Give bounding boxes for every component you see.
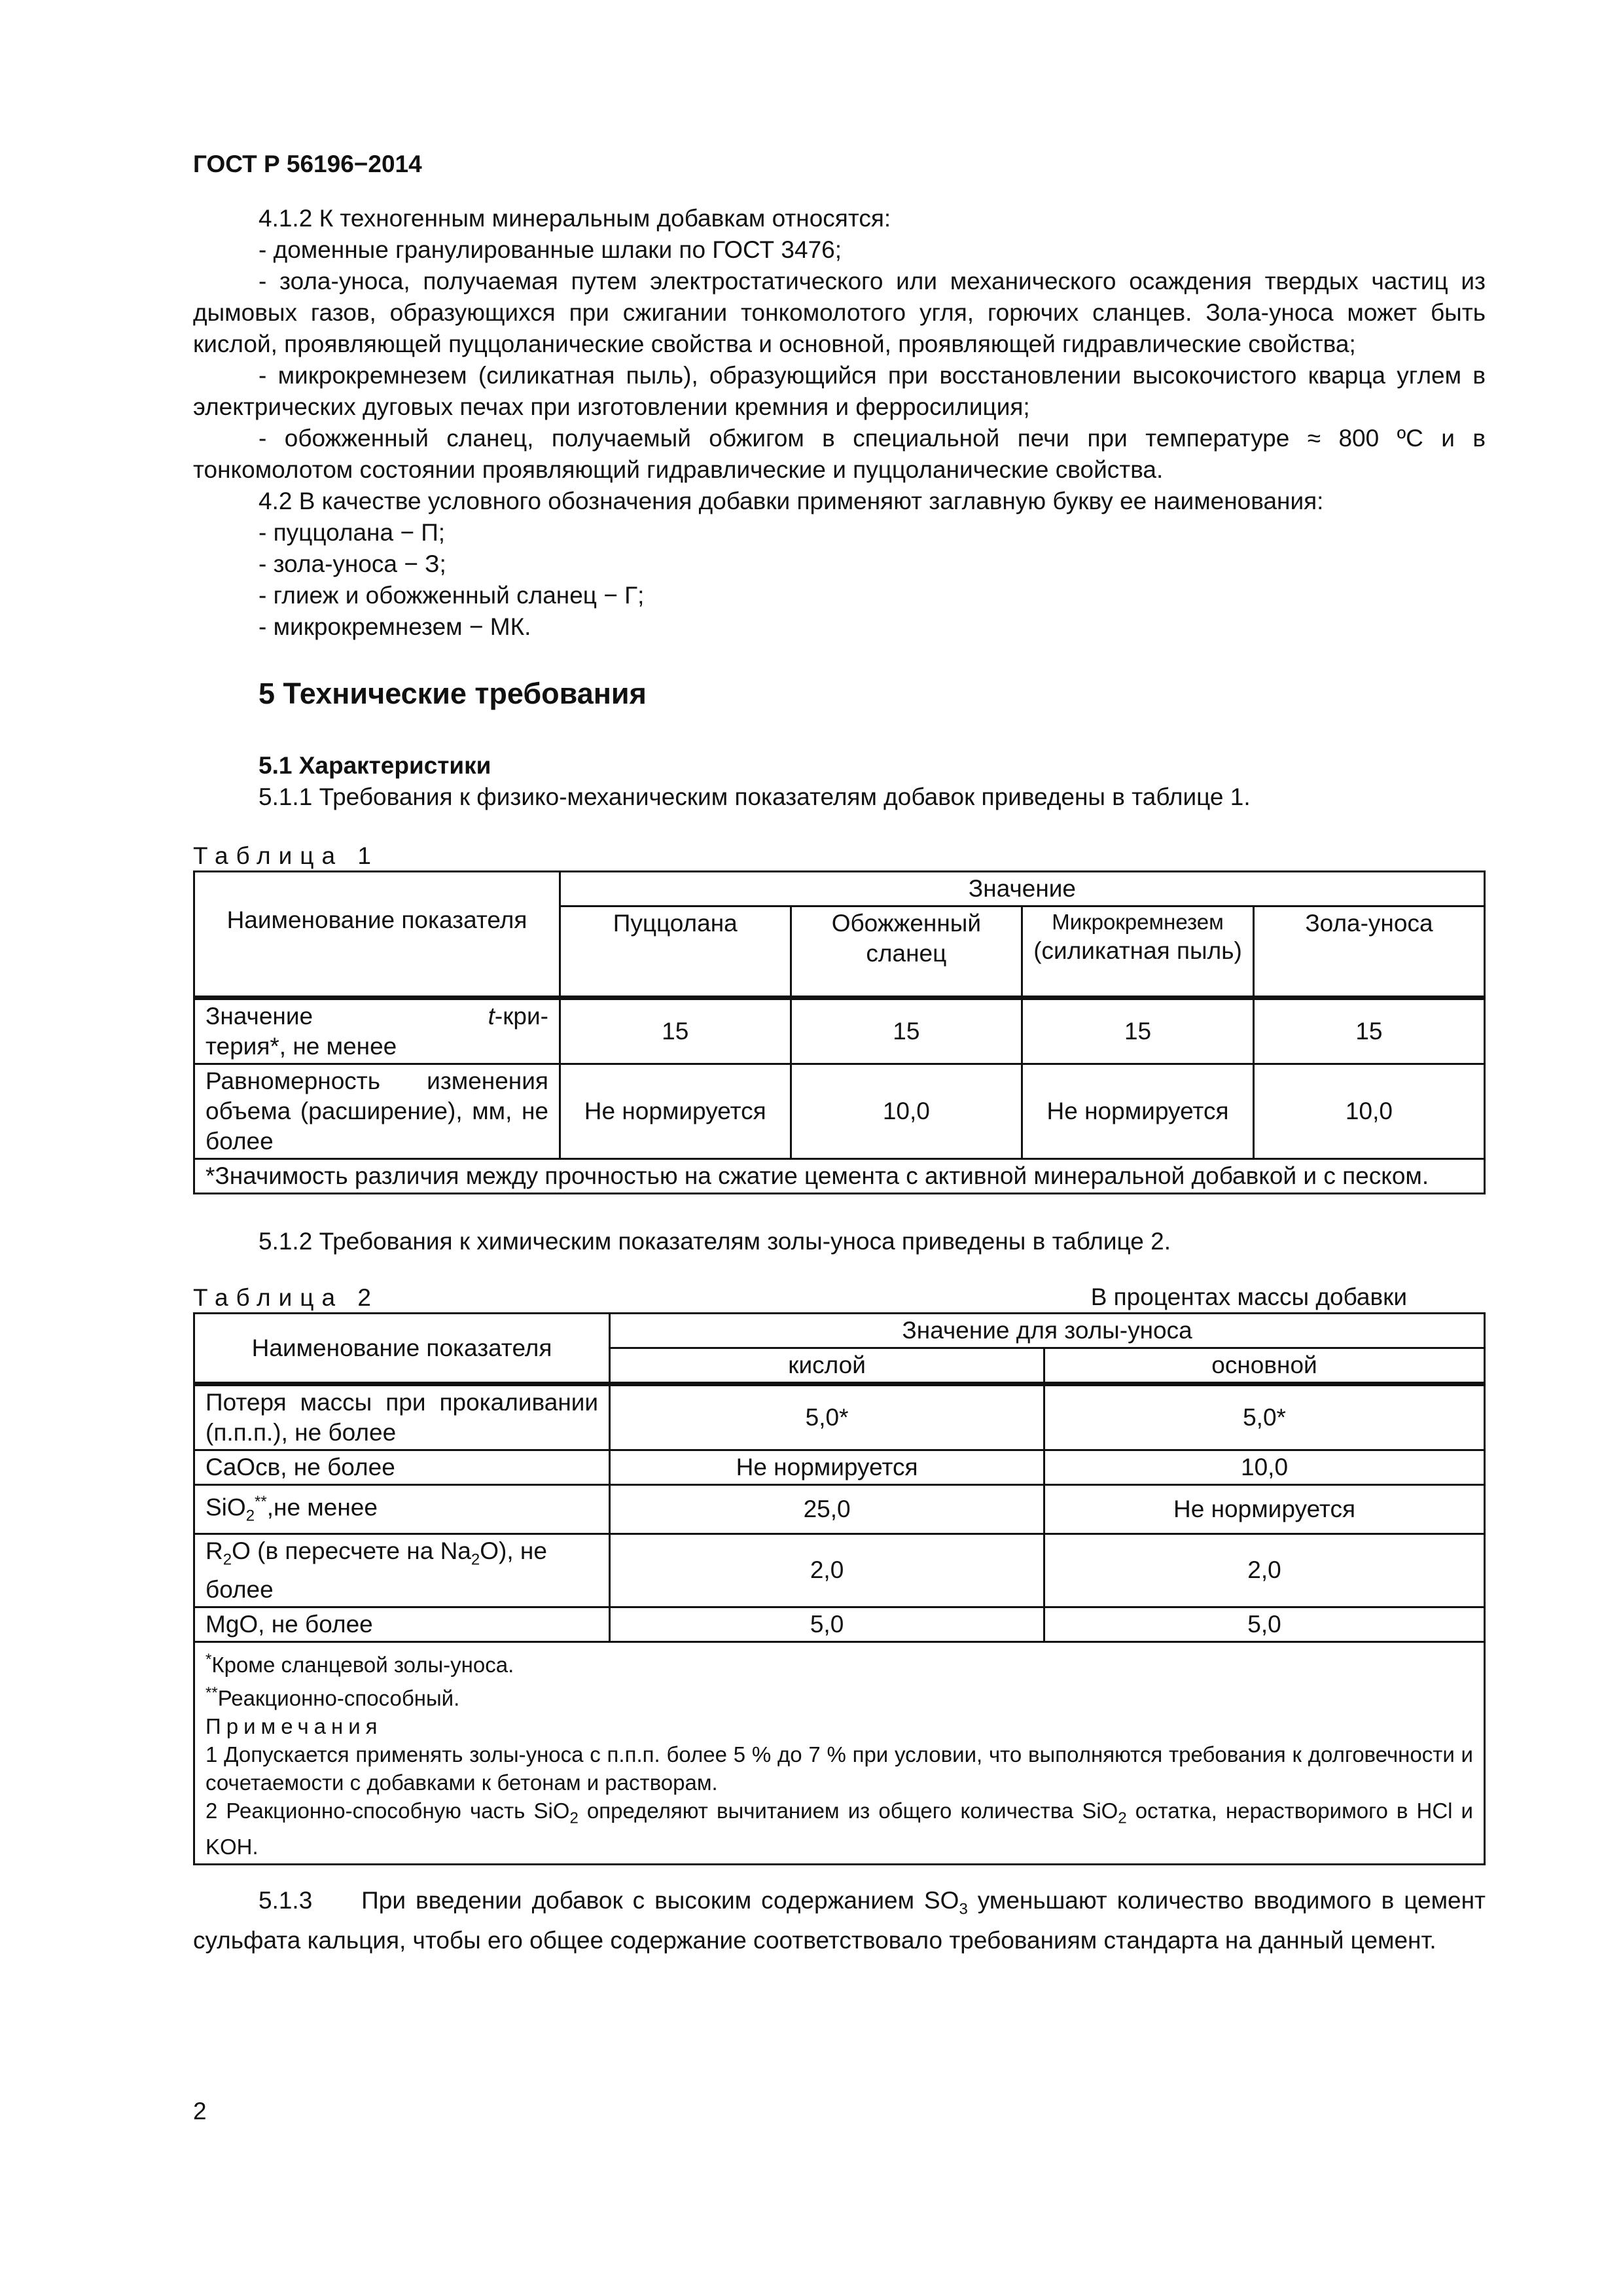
table1-col-shale: Обожженный сланец (791, 906, 1022, 998)
table2-r1-label: Потеря массы при прокаливании (п.п.п.), не более (194, 1384, 610, 1450)
table2-note2-sub1: 2 (569, 1809, 579, 1827)
table2-r3-label-b: ,не менее (266, 1494, 378, 1521)
table1-row2-v2: 10,0 (791, 1064, 1022, 1159)
table2-col-basic: основной (1044, 1348, 1485, 1384)
table1-row1-v4: 15 (1253, 998, 1484, 1064)
section-title: 5 Технические требования (259, 677, 647, 710)
subsection-title: 5.1 Характеристики (259, 752, 491, 779)
paragraph-5-1-3 (193, 1885, 1493, 1956)
paragraph-4-1-2: 4.1.2 К техногенным минеральным добавкам относятся: (259, 205, 891, 232)
table2-r4-sub2: 2 (471, 1551, 480, 1569)
table-2 (193, 1312, 1486, 1865)
table1-caption: Таблица 1 (193, 842, 379, 869)
paragraph-5-1-3-b: уменьшают количество вводимого в цемент сульфата кальция, чтобы его общее содержание соответствовало требованиям стандарта на данный цемент. (193, 1886, 1493, 1954)
table2-note2-c: остатка, нерастворимого в HCl и KOH. (205, 1799, 1473, 1859)
list-item-fly-ash: - зола-уноса, получаемая путем электростатического или механического осаждения твердых частиц из дымовых газов, образующихся при сжигании тонкомолотого угля, горючих сланцев. Зола-уноса может быть кислой, проявляющей пуццоланические свойства и основной, проявляющей гидравлические свойства; (193, 268, 1486, 357)
table1-col-fly-ash: Зола-уноса (1253, 906, 1484, 998)
table2-fn1-mark: * (205, 1651, 212, 1669)
paragraph-5-1-2: 5.1.2 Требования к химическим показателям золы-уноса приведены в таблице 2. (259, 1228, 1171, 1255)
table2-r2-acid: Не нормируется (610, 1450, 1044, 1485)
table2-caption-row (193, 1283, 1407, 1312)
document-header: ГОСТ Р 56196−2014 (193, 151, 422, 177)
paragraph-5-1-1: 5.1.1 Требования к физико-механическим показателям добавок приведены в таблице 1. (259, 783, 1251, 810)
document-page (193, 151, 1493, 1956)
table2-fn2: Реакционно-способный. (217, 1686, 460, 1711)
table1-col-microsilica (1022, 906, 1254, 998)
table2-r3-basic: Не нормируется (1044, 1485, 1485, 1534)
table1-row1-v2: 15 (791, 998, 1022, 1064)
table2-r3-label (194, 1485, 610, 1534)
table2-r1-acid: 5,0* (610, 1384, 1044, 1450)
table-1 (193, 870, 1486, 1194)
table2-r5-label: MgO, не более (194, 1607, 610, 1642)
table1-row1-v1: 15 (560, 998, 791, 1064)
table2-note1: 1 Допускается применять золы-уноса с п.п.п. более 5 % до 7 % при условии, что выполняются требования к долговечности и сочетаемости с добавками к бетонам и растворам. (205, 1742, 1473, 1795)
table2-r4-label-b: O (в пересчете на Na (232, 1537, 471, 1564)
list-item-ash-code: - зола-уноса − З; (259, 550, 446, 577)
table2-r4-label (194, 1534, 610, 1607)
table2-caption: Таблица 2 (193, 1284, 379, 1311)
table2-fn1: Кроме сланцевой золы-уноса. (211, 1653, 514, 1677)
table2-r3-sub: 2 (245, 1507, 255, 1525)
table2-r4-label-a: R (205, 1537, 223, 1564)
table2-notes-title: Примечания (205, 1714, 383, 1739)
table1-col-pozzolan: Пуццолана (560, 906, 791, 998)
list-item-burnt-shale: - обожженный сланец, получаемый обжигом в специальной печи при температуре ≈ 800 ºС и в тонкомолотом состоянии проявляющий гидравлические и пуццоланические свойства. (193, 425, 1486, 483)
table1-row1-label-b: -кри- (494, 1003, 548, 1030)
table1-row1-label-t: t (488, 1003, 495, 1030)
table1-value-header: Значение (560, 872, 1484, 906)
table2-r3-label-a: SiO (205, 1494, 246, 1521)
table2-r1-basic: 5,0* (1044, 1384, 1485, 1450)
table2-note2-sub2: 2 (1118, 1809, 1127, 1827)
list-item-microsilica: - микрокремнезем (силикатная пыль), образующийся при восстановлении высокочистого кварца углем в электрических дуговых печах при изготовлении кремния и ферросилиция; (193, 362, 1486, 420)
table2-r4-label-c: O), не более (205, 1537, 547, 1604)
table1-col-name: Наименование показателя (194, 872, 560, 998)
paragraph-4-2: 4.2 В качестве условного обозначения добавки применяют заглавную букву ее наименования: (259, 488, 1324, 514)
table2-r2-basic: 10,0 (1044, 1450, 1485, 1485)
list-item-mk: - микрокремнезем − МК. (259, 613, 531, 640)
page-number: 2 (193, 2098, 207, 2125)
table2-col-name: Наименование показателя (194, 1314, 610, 1384)
table2-note2-a: 2 Реакционно-способную часть SiO (205, 1799, 570, 1823)
paragraph-5-1-3-sub: 3 (959, 1900, 968, 1918)
table2-note2-b: определяют вычитанием из общего количества SiO (578, 1799, 1118, 1823)
table2-r3-acid: 25,0 (610, 1485, 1044, 1534)
table1-row1-label-a: Значение (205, 1003, 313, 1030)
table2-r4-acid: 2,0 (610, 1534, 1044, 1607)
table2-fn2-mark: ** (205, 1684, 218, 1702)
table1-col-microsilica-sub: (силикатная пыль) (1033, 937, 1242, 964)
table1-row2-v3: Не нормируется (1022, 1064, 1254, 1159)
table2-r3-sup: ** (255, 1493, 267, 1511)
table2-r5-acid: 5,0 (610, 1607, 1044, 1642)
table1-row2-label: Равномерность изменения объема (расширение), мм, не более (194, 1064, 560, 1159)
table2-r5-basic: 5,0 (1044, 1607, 1485, 1642)
table2-r2-label: CaOсв, не более (194, 1450, 610, 1485)
table1-footnote: *Значимость различия между прочностью на сжатие цемента с активной минеральной добавкой и с песком. (194, 1159, 1485, 1194)
table1-col-microsilica-name: Микрокремнезем (1052, 910, 1224, 934)
table1-row2-v1: Не нормируется (560, 1064, 791, 1159)
table2-value-header: Значение для золы-уноса (610, 1314, 1485, 1348)
table1-row1-v3: 15 (1022, 998, 1254, 1064)
table2-unit: В процентах массы добавки (1090, 1283, 1407, 1310)
list-item-pozzolan: - пуццолана − П; (259, 519, 446, 546)
paragraph-5-1-3-a: 5.1.3 При введении добавок с высоким содержанием SO (259, 1886, 959, 1914)
table1-row2-v4: 10,0 (1253, 1064, 1484, 1159)
list-item-slag: - доменные гранулированные шлаки по ГОСТ 3476; (259, 236, 842, 263)
table2-col-acid: кислой (610, 1348, 1044, 1384)
table2-note2 (205, 1797, 1473, 1861)
list-item-gliezh: - глиеж и обожженный сланец − Г; (259, 582, 645, 609)
table2-r4-basic: 2,0 (1044, 1534, 1485, 1607)
table2-r4-sub1: 2 (223, 1551, 232, 1569)
table1-row1-label-c: терия*, не менее (205, 1033, 397, 1060)
table1-row1-label (194, 998, 560, 1064)
table2-notes (194, 1642, 1485, 1865)
